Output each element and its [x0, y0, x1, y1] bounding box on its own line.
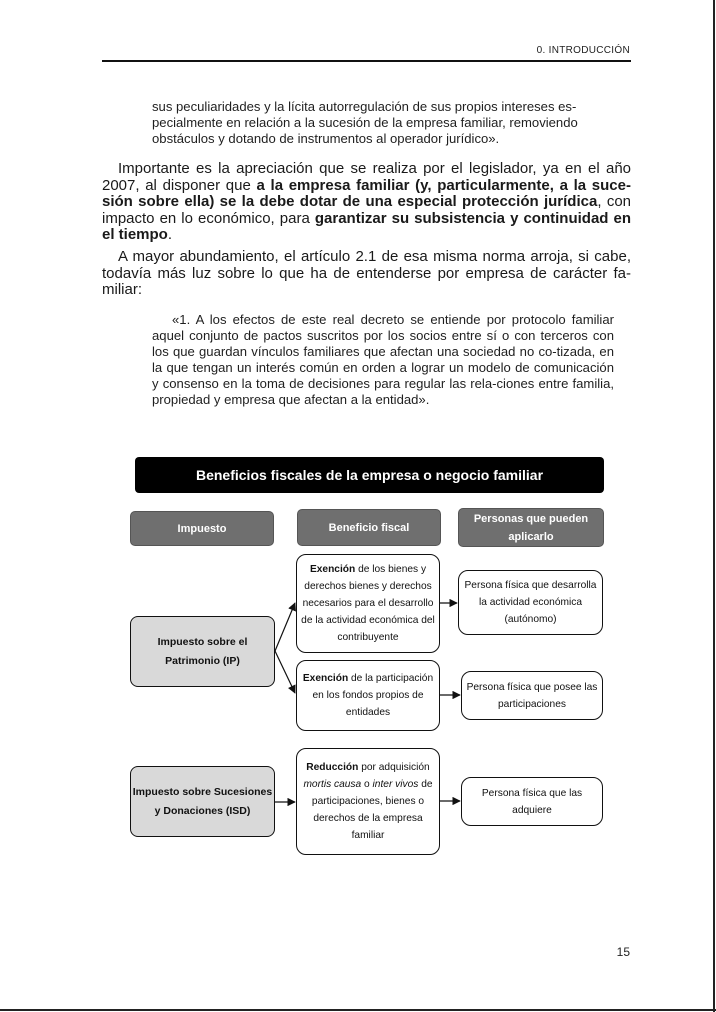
column-header-tax: Impuesto — [130, 511, 274, 546]
quote-line: pecialmente en relación a la sucesión de la empresa familiar, removiendo — [152, 115, 578, 130]
benefit-keyword: Exención — [302, 673, 349, 684]
quote-line: obstáculos y dotando de instrumentos al operador jurídico». — [152, 131, 500, 146]
benefit-latin-term: inter vivos — [372, 779, 419, 790]
quote-line: sus peculiaridades y la lícita autorregulación de sus propios intereses es- — [152, 99, 577, 114]
tax-line: (IP) — [222, 654, 240, 667]
tax-line: Impuesto sobre — [132, 785, 211, 798]
person-box-acquirer: Persona física que las adquiere — [461, 777, 603, 826]
benefit-text: por adquisición — [358, 762, 430, 773]
tax-box-patrimonio — [130, 616, 275, 687]
paragraph-text: A mayor abundamiento, el artículo 2.1 de esa misma norma arroja, si cabe, todavía más luz sobre lo que ha de entenderse por empresa de carácter fa-miliar: — [102, 248, 631, 298]
paragraph-emphasis: a la empresa familiar (y, particularmente, a la suce-sión sobre ella) se la debe dotar de una especial protección jurídica — [102, 176, 631, 210]
benefit-text: o — [361, 779, 373, 790]
connector-ip-to-exemption-assets — [275, 603, 295, 651]
tax-line: (ISD) — [225, 804, 251, 817]
tax-line: Sucesiones y Donaciones — [154, 785, 273, 817]
benefit-box-reduction — [296, 748, 440, 855]
page-number: 15 — [616, 945, 630, 959]
column-header-persons: Personas que pueden aplicarlo — [458, 508, 604, 547]
connector-ip-to-exemption-shares — [275, 651, 295, 693]
paragraph-text: . — [167, 226, 173, 243]
benefit-box-exemption-assets — [296, 554, 440, 653]
paragraph-text: , con impacto en lo económico, para — [102, 193, 631, 227]
benefit-latin-term: mortis causa — [303, 779, 362, 790]
tax-line: sobre el Patrimonio — [165, 635, 248, 667]
benefit-box-exemption-shares — [296, 660, 440, 731]
quote-text: «1. A los efectos de este real decreto se entiende por protocolo familiar aquel conjunto de pactos suscritos por los socios entre sí o con terceros con los que guardan vínculos familiares que afectan una sociedad no co-tizada, en la que tengan un interés común en orden a lograr un modelo de comunicación y consenso en la toma de decisiones para regular las rela-ciones entre familia, propiedad y empresa que afectan a la entidad». — [152, 312, 614, 407]
benefit-text: de los bienes y derechos bienes y derechos necesarios para el desarrollo de la actividad económica del contribuyente — [301, 564, 435, 643]
benefit-keyword: Reducción — [306, 762, 359, 773]
paragraph-emphasis: garantizar su subsistencia y continuidad en el tiempo — [102, 209, 631, 243]
tax-line: Impuesto — [157, 635, 205, 648]
tax-box-sucesiones — [130, 766, 275, 837]
benefit-keyword: Exención — [309, 564, 356, 575]
running-header: 0. INTRODUCCIÓN — [536, 45, 630, 56]
diagram-title: Beneficios fiscales de la empresa o negocio familiar — [135, 457, 604, 493]
person-box-autonomo: Persona física que desarrolla la actividad económica (autónomo) — [458, 570, 603, 635]
person-box-shareholder: Persona física que posee las participaciones — [461, 671, 603, 720]
benefit-text: de participaciones, bienes o derechos de la empresa familiar — [311, 779, 433, 841]
column-header-benefit: Beneficio fiscal — [297, 509, 441, 546]
paragraph-text: Importante es la apreciación que se realiza por el legislador, ya en el año 2007, al disponer que — [102, 160, 631, 194]
benefit-text: de la participación en los fondos propios de entidades — [312, 673, 434, 718]
